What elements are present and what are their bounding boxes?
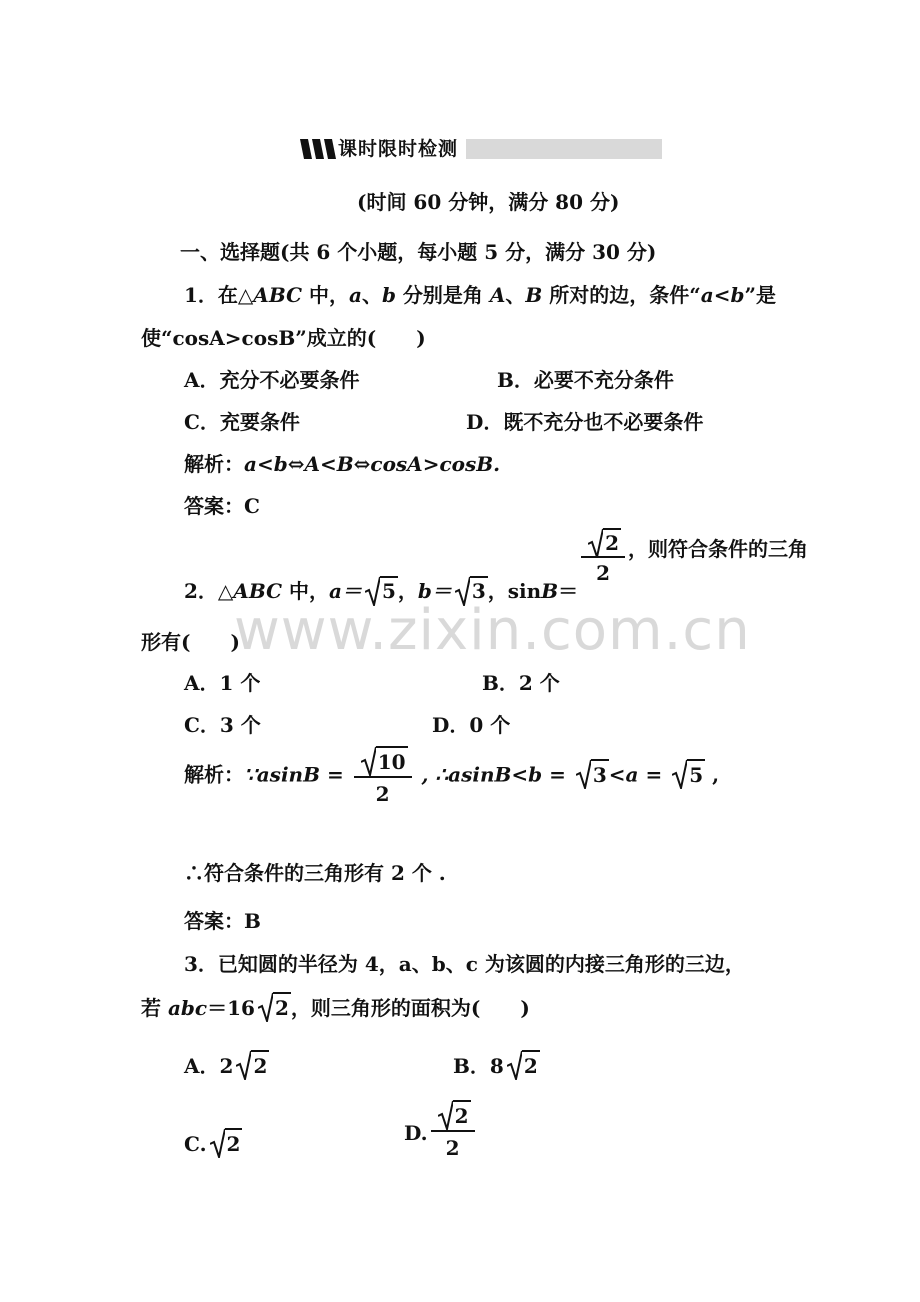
q3-option-c-label: C. [184,1132,207,1156]
q1-var-b: b [381,283,396,307]
q2-frac-sqrt [588,528,621,554]
q2-an-sqrt10 [361,746,408,774]
section-banner [298,137,664,161]
q2-an-fraction-den: 2 [375,782,390,806]
q1-condition: a<b [700,283,745,307]
q2-an-part2: , ∴asin [414,762,495,787]
q2-sep: ， [397,578,418,603]
q1-sep: 、 [505,283,526,307]
q3-option-c [184,1128,242,1156]
q2-sin: ，sin [487,578,542,603]
q3-option-a [184,1050,269,1079]
q2-an-sqrt5 [672,759,705,787]
q1-var-A: A [489,283,506,307]
q2-sqrt5-value: 5 [380,576,398,602]
q2-b-eq: b＝ [417,578,452,603]
q2-fraction-den: 2 [596,561,611,585]
banner-gray-bar [466,139,662,159]
q3-option-c-sqrt [210,1128,243,1156]
q1-var-B: B [525,283,543,307]
q2-an-part4: <a = [608,762,670,787]
q3-option-a-sqrt [236,1050,269,1078]
q3-eq: ＝16 [207,996,255,1020]
q2-an-sqrt5-value: 5 [687,759,705,787]
q3-option-c-sqrt-value: 2 [225,1128,243,1156]
q2-conclusion: ∴符合条件的三角形有 2 个 . [184,861,446,885]
q3-option-d [404,1100,478,1160]
q3-option-b-sqrt-value: 2 [522,1050,540,1078]
q1-text: 分别是角 [395,283,490,307]
q2-text: 中， [282,578,329,603]
q3-option-a-label: A．2 [184,1054,234,1078]
q2-sqrt3-value: 3 [470,576,488,602]
q2-an-part3: B<b = [494,762,573,787]
q2-an-fraction-num [354,746,412,778]
q2-tail: ，则符合条件的三角 [628,536,809,561]
q1-text: 中， [302,283,349,307]
q2-eq: ＝ [558,578,579,603]
q2-triangle: ABC [233,578,283,603]
q2-an-part1: ∵asin [244,762,304,787]
q3-option-b [453,1050,540,1079]
q1-analysis-text: a<b⇔A<B⇔cosA>cosB. [244,452,501,476]
q1-line1 [184,279,776,308]
q2-fraction-num [581,528,625,558]
q3-sqrt2-value: 2 [273,992,291,1020]
q1-option-d: D．既不充分也不必要条件 [466,410,704,434]
q3-option-a-sqrt-value: 2 [251,1050,269,1078]
q2-an-B: B [303,762,320,787]
q1-prefix: 1．在△ [184,283,254,307]
q3-line1: 3．已知圆的半径为 4，a、b、c 为该圆的内接三角形的三边， [184,952,745,976]
q2-option-b: B．2 个 [482,671,560,695]
q3-option-d-sqrt-value: 2 [453,1100,471,1128]
q2-option-a: A．1 个 [184,671,261,695]
q1-sep: 、 [361,283,382,307]
q1-option-a: A．充分不必要条件 [184,368,360,392]
q3-option-b-sqrt [507,1050,540,1078]
q3-abc: abc [167,996,208,1020]
q3-option-d-num [431,1100,475,1132]
q1-text: ”是 [744,283,776,307]
q2-an-fraction [354,746,412,806]
q1-analysis [184,448,500,477]
time-note: (时间 60 分钟，满分 80 分) [357,190,620,214]
section-title: 一、选择题(共 6 个小题，每小题 5 分，满分 30 分) [180,240,657,264]
q2-var-B: B [541,578,559,603]
q2-a-eq: a＝ [328,578,362,603]
q2-an-sqrt10-value: 10 [376,746,408,774]
q1-triangle: ABC [253,283,303,307]
q1-line2: 使“cosA>cosB”成立的( ) [141,326,426,350]
q2-fraction [581,528,625,584]
banner-title: 课时限时检测 [338,138,459,160]
q3-line2 [141,992,530,1021]
q2-line1 [184,528,809,603]
watermark: www.zixin.com.cn [234,598,751,663]
q1-answer: 答案：C [184,494,260,518]
q1-analysis-label: 解析： [184,452,244,476]
q2-answer: 答案：B [184,909,261,933]
q2-an-sqrt3-value: 3 [591,759,609,787]
q1-option-c: C．充要条件 [184,410,300,434]
banner-stripes-icon [298,137,338,161]
q3-option-d-fraction [431,1100,475,1160]
q3-option-d-den: 2 [445,1136,460,1160]
q2-sqrt3 [455,576,488,602]
q1-var-a: a [348,283,362,307]
q3-option-d-sqrt [438,1100,471,1128]
q2-an-sqrt3 [576,759,609,787]
q2-head [184,579,578,603]
q3-prefix: 若 [141,996,168,1020]
q1-option-b: B．必要不充分条件 [497,368,674,392]
q3-option-b-label: B．8 [453,1054,504,1078]
q2-option-c: C．3 个 [184,713,261,737]
q3-option-d-label: D. [404,1120,428,1145]
q2-option-d: D．0 个 [432,713,511,737]
q2-sqrt5 [365,576,398,602]
q1-text: 所对的边，条件“ [542,283,701,307]
q3-sqrt2 [258,992,291,1020]
q2-prefix: 2．△ [184,578,234,603]
q2-an-eq: = [320,762,351,787]
q2-line2: 形有( ) [141,630,240,654]
q3-tail: ，则三角形的面积为( ) [290,996,530,1020]
q2-analysis-label: 解析： [184,762,244,787]
q2-analysis [184,746,719,806]
q2-an-part5: , [705,762,720,787]
q2-frac-num-value: 2 [603,528,621,554]
